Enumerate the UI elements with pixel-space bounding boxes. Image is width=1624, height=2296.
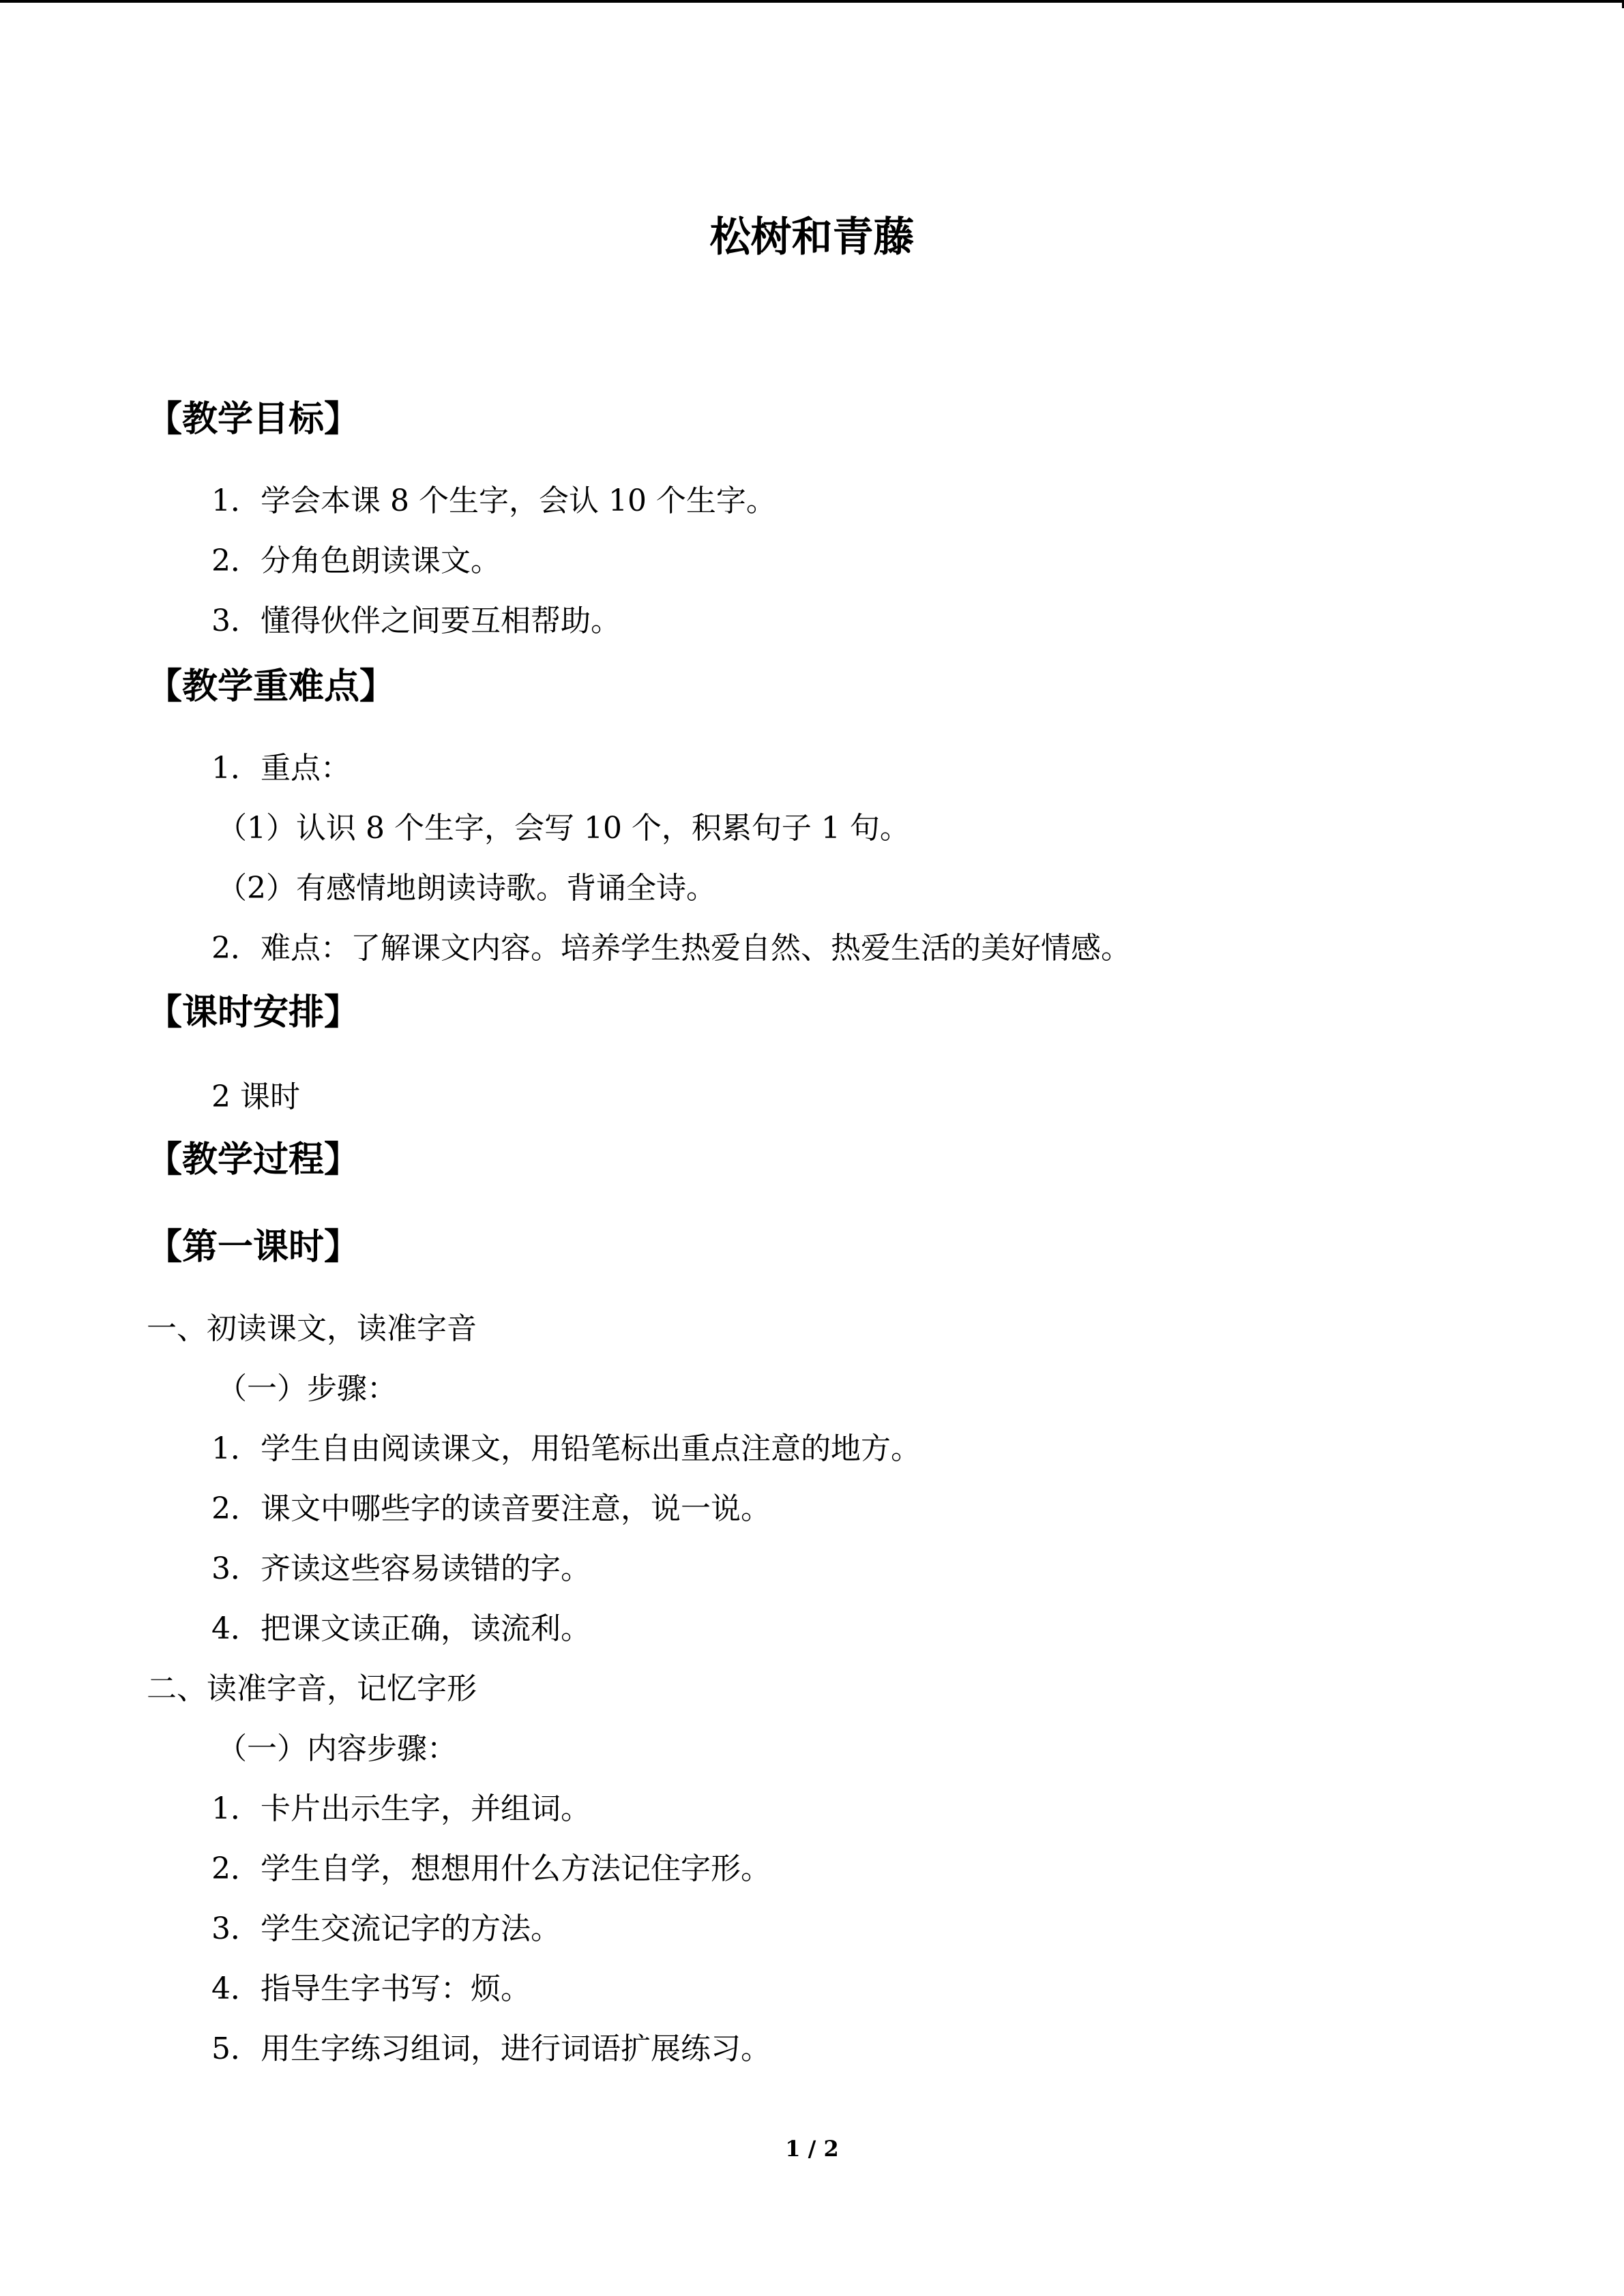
heading-schedule: 【课时安排】	[147, 992, 360, 1033]
part1-item-3: 3．齐读这些容易读错的字。	[211, 1551, 591, 1586]
heading-teaching-goals: 【教学目标】	[147, 399, 360, 440]
part2-item-3: 3．学生交流记字的方法。	[211, 1911, 561, 1946]
heading-key-points: 【教学重难点】	[147, 666, 396, 707]
part1-item-2: 2．课文中哪些字的读音要注意，说一说。	[211, 1491, 771, 1526]
part1-item-4: 4．把课文读正确，读流利。	[211, 1611, 591, 1646]
part2-item-5: 5．用生字练习组词，进行词语扩展练习。	[211, 2031, 771, 2066]
page-title: 松树和青藤	[709, 213, 915, 261]
keypoint-item-1: 1．重点：	[211, 751, 351, 786]
part1-item-1: 1．学生自由阅读课文，用铅笔标出重点注意的地方。	[211, 1431, 921, 1466]
part2-item-1: 1．卡片出示生字，并组词。	[211, 1791, 591, 1826]
part1-subtitle: （一）步骤：	[217, 1371, 397, 1406]
keypoint-item-2: （1）认识 8 个生字，会写 10 个，积累句子 1 句。	[217, 811, 910, 846]
page-number: 1 / 2	[785, 2136, 839, 2162]
top-border-line	[0, 0, 1624, 3]
part1-title: 一、初读课文，读准字音	[147, 1311, 477, 1346]
part2-title: 二、读准字音，记忆字形	[147, 1671, 477, 1706]
schedule-text: 2 课时	[211, 1079, 300, 1114]
goal-item-3: 3．懂得伙伴之间要互相帮助。	[211, 603, 621, 638]
goal-item-1: 1．学会本课 8 个生字，会认 10 个生字。	[211, 483, 776, 518]
keypoint-item-4: 2．难点：了解课文内容。培养学生热爱自然、热爱生活的美好情感。	[211, 931, 1131, 966]
goal-item-2: 2．分角色朗读课文。	[211, 543, 501, 578]
part2-subtitle: （一）内容步骤：	[217, 1731, 457, 1766]
part2-item-4: 4．指导生字书写：烦。	[211, 1971, 531, 2006]
part2-item-2: 2．学生自学，想想用什么方法记住字形。	[211, 1851, 771, 1886]
heading-lesson-1: 【第一课时】	[147, 1227, 360, 1268]
keypoint-item-3: （2）有感情地朗读诗歌。背诵全诗。	[217, 871, 716, 906]
heading-process: 【教学过程】	[147, 1139, 360, 1180]
